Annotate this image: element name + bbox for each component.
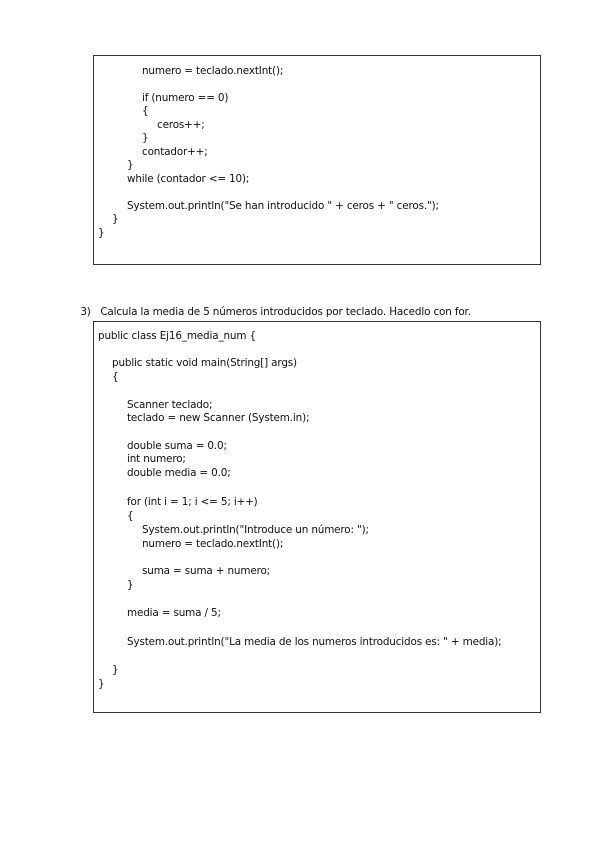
- code-line: numero = teclado.nextInt();: [142, 65, 284, 77]
- code-line: }: [112, 213, 119, 225]
- code-line: if (numero == 0): [142, 92, 229, 104]
- code-line: {: [127, 510, 134, 522]
- code-line: {: [112, 371, 119, 383]
- code-line: Scanner teclado;: [127, 399, 213, 411]
- exercise-number: 3): [80, 306, 91, 318]
- code-line: double media = 0.0;: [127, 467, 231, 479]
- code-line: double suma = 0.0;: [127, 440, 227, 452]
- code-box-media: [93, 321, 541, 713]
- code-line: System.out.println("Introduce un número: ");: [142, 524, 369, 536]
- code-line: for (int i = 1; i <= 5; i++): [127, 496, 258, 508]
- code-line: }: [127, 159, 134, 171]
- code-line: ceros++;: [157, 119, 205, 131]
- exercise-text: Calcula la media de 5 números introducidos por teclado. Hacedlo con for.: [100, 306, 471, 318]
- code-line: }: [127, 579, 134, 591]
- exercise-statement: [74, 294, 471, 318]
- code-line: media = suma / 5;: [127, 607, 221, 619]
- code-line: }: [98, 227, 105, 239]
- code-line: }: [142, 132, 149, 144]
- code-line: {: [142, 105, 149, 117]
- code-line: suma = suma + numero;: [142, 565, 271, 577]
- code-line: System.out.println("Se han introducido " + ceros + " ceros.");: [127, 200, 439, 212]
- code-line: public class Ej16_media_num {: [98, 330, 256, 342]
- code-line: numero = teclado.nextInt();: [142, 538, 284, 550]
- code-line: int numero;: [127, 453, 186, 465]
- code-line: }: [98, 678, 105, 690]
- code-line: contador++;: [142, 146, 208, 158]
- code-line: teclado = new Scanner (System.in);: [127, 412, 310, 424]
- code-line: System.out.println("La media de los numeros introducidos es: " + media);: [127, 636, 502, 648]
- code-line: public static void main(String[] args): [112, 357, 297, 369]
- code-box-continuation: [93, 55, 541, 265]
- code-line: while (contador <= 10);: [127, 173, 250, 185]
- code-line: }: [112, 664, 119, 676]
